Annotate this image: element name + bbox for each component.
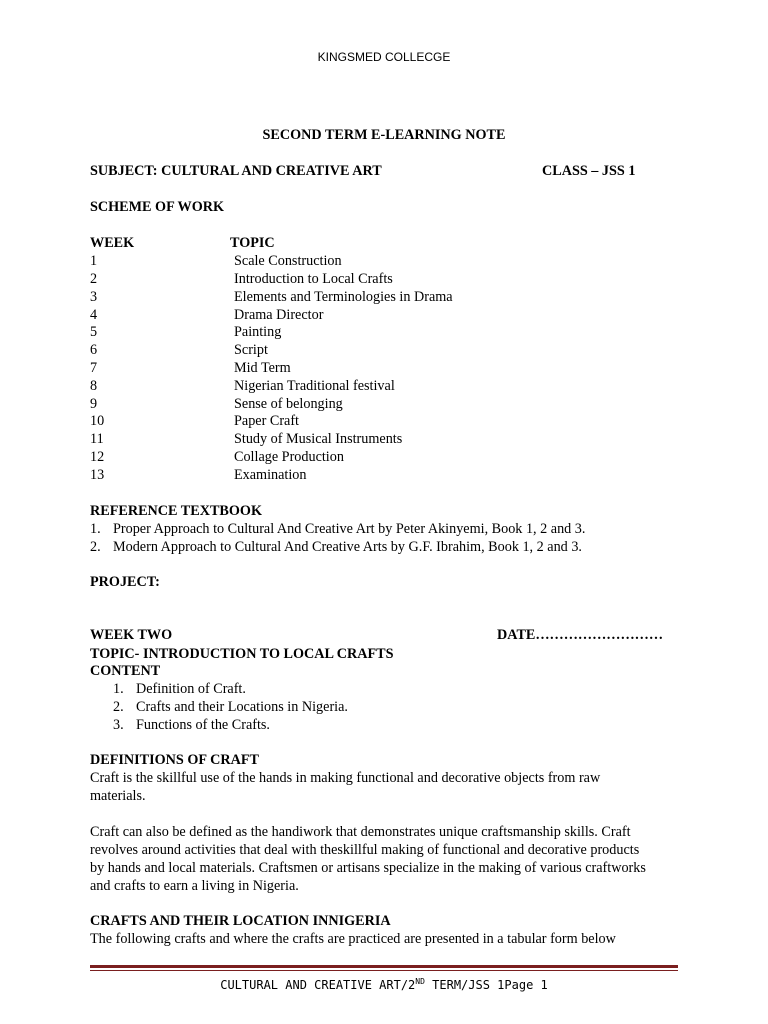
project-heading: PROJECT: — [90, 574, 160, 590]
schedule-topic-cell: Study of Musical Instruments — [234, 431, 403, 447]
schedule-topic-cell: Nigerian Traditional festival — [234, 378, 395, 394]
scheme-heading: SCHEME OF WORK — [90, 199, 225, 215]
schedule-week-cell: 6 — [90, 342, 98, 358]
week-column-header: WEEK — [90, 235, 135, 251]
definitions-heading: DEFINITIONS OF CRAFT — [90, 752, 259, 768]
schedule-topic-cell: Sense of belonging — [234, 396, 343, 412]
footer-rule-thin — [90, 970, 678, 971]
reference-item-number: 1. — [90, 521, 101, 537]
page-footer — [0, 973, 768, 994]
schedule-week-cell: 8 — [90, 378, 98, 394]
schedule-week-cell: 13 — [90, 467, 105, 483]
schedule-topic-cell: Painting — [234, 324, 282, 340]
schedule-week-cell: 4 — [90, 307, 98, 323]
schedule-topic-cell: Collage Production — [234, 449, 344, 465]
reference-heading: REFERENCE TEXTBOOK — [90, 503, 262, 519]
schedule-topic-cell: Paper Craft — [234, 413, 300, 429]
definition-paragraph-2: Craft can also be defined as the handiwork that demonstrates unique craftsmanship skills. Craft revolves around activities that deal with theskillful making of functional and decorative products by hands and local materials. Craftsmen or artisans specialize in the making of various craftworks and crafts to earn a living in Nigeria. — [90, 824, 646, 894]
footer-prefix: CULTURAL AND CREATIVE ART/2 — [220, 978, 416, 992]
location-intro-text: The following crafts and where the crafts are practiced are presented in a tabular form below — [90, 931, 616, 947]
reference-item-text: Proper Approach to Cultural And Creative Art by Peter Akinyemi, Book 1, 2 and 3. — [113, 521, 586, 537]
schedule-topic-cell: Script — [234, 342, 268, 358]
document-title: SECOND TERM E-LEARNING NOTE — [262, 127, 506, 143]
footer-rule-thick — [90, 965, 678, 968]
schedule-topic-cell: Introduction to Local Crafts — [234, 271, 393, 287]
class-label: CLASS – JSS 1 — [542, 163, 636, 179]
content-item-number: 2. — [113, 699, 124, 715]
reference-item-number: 2. — [90, 539, 101, 555]
definition-paragraph-1: Craft is the skillful use of the hands in making functional and decorative objects from raw materials. — [90, 770, 601, 804]
schedule-week-cell: 12 — [90, 449, 105, 465]
schedule-week-cell: 9 — [90, 396, 98, 412]
schedule-week-cell: 3 — [90, 289, 98, 305]
content-item-text: Definition of Craft. — [136, 681, 246, 697]
topic-heading: TOPIC- INTRODUCTION TO LOCAL CRAFTS — [90, 646, 394, 662]
content-item-number: 3. — [113, 717, 124, 733]
content-item-text: Functions of the Crafts. — [136, 717, 270, 733]
schedule-week-cell: 10 — [90, 413, 105, 429]
date-label: DATE……………………… — [497, 627, 664, 643]
subject-label: SUBJECT: CULTURAL AND CREATIVE ART — [90, 163, 382, 179]
week-two-label: WEEK TWO — [90, 627, 173, 643]
content-item-number: 1. — [113, 681, 124, 697]
footer-suffix: TERM/JSS 1Page 1 — [424, 978, 548, 992]
schedule-week-cell: 1 — [90, 253, 98, 269]
schedule-week-cell: 2 — [90, 271, 98, 287]
schedule-topic-cell: Scale Construction — [234, 253, 342, 269]
schedule-week-cell: 5 — [90, 324, 98, 340]
schedule-week-cell: 11 — [90, 431, 104, 447]
content-item-text: Crafts and their Locations in Nigeria. — [136, 699, 348, 715]
location-heading: CRAFTS AND THEIR LOCATION INNIGERIA — [90, 913, 391, 929]
college-header: KINGSMED COLLECGE — [317, 50, 451, 64]
schedule-topic-cell: Drama Director — [234, 307, 324, 323]
content-heading: CONTENT — [90, 663, 161, 679]
footer-superscript: ND — [415, 977, 425, 986]
schedule-topic-cell: Elements and Terminologies in Drama — [234, 289, 453, 305]
schedule-week-cell: 7 — [90, 360, 98, 376]
reference-item-text: Modern Approach to Cultural And Creative Arts by G.F. Ibrahim, Book 1, 2 and 3. — [113, 539, 582, 555]
schedule-topic-cell: Examination — [234, 467, 307, 483]
topic-column-header: TOPIC — [230, 235, 275, 251]
schedule-topic-cell: Mid Term — [234, 360, 291, 376]
